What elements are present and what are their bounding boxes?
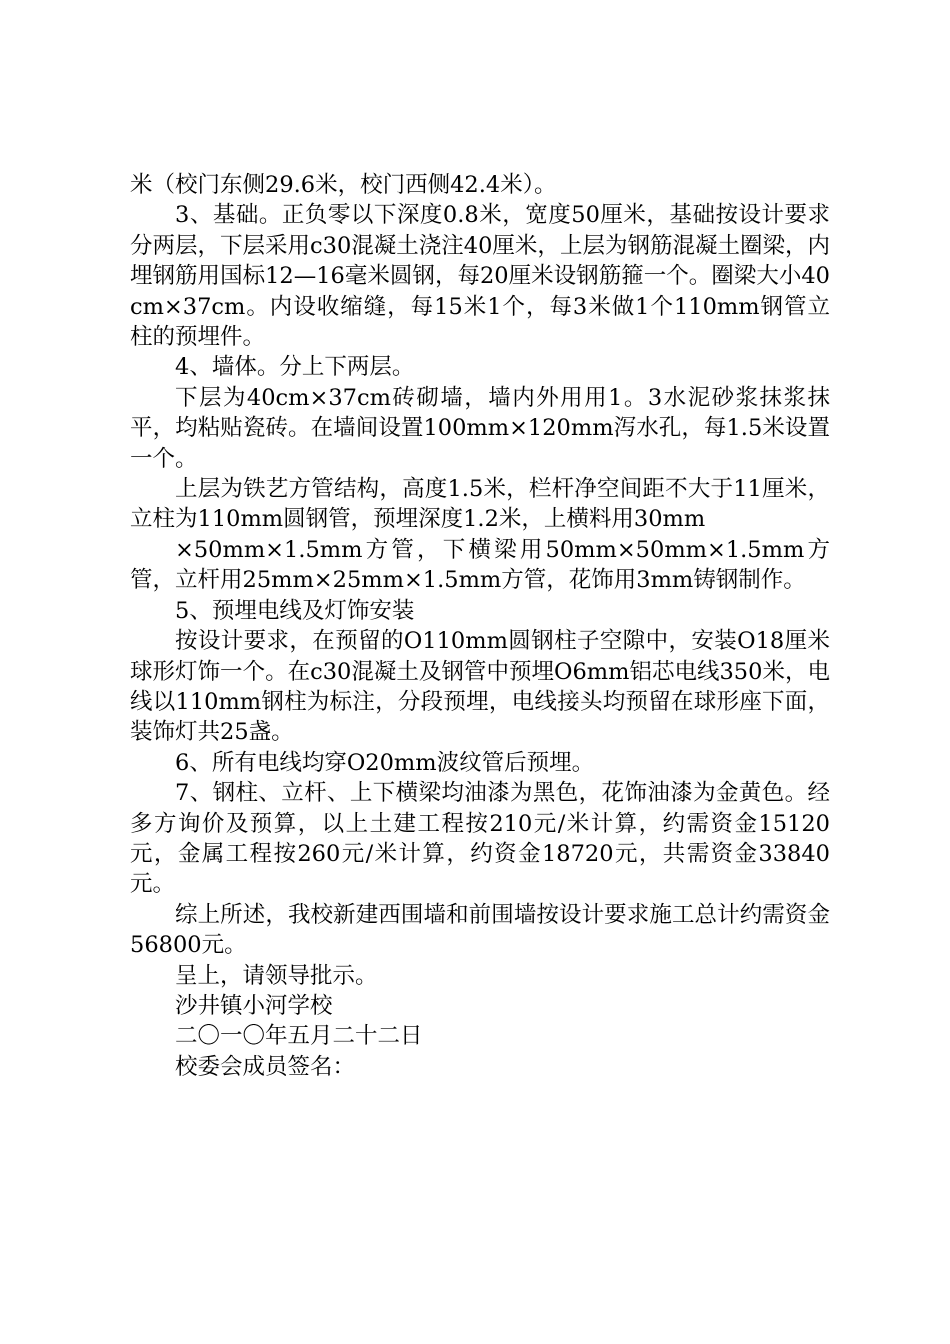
paragraph-lighting-heading: 5、预埋电线及灯饰安装 — [175, 597, 415, 624]
paragraph-lower-wall: 下层为40cm×37cm砖砌墙，墙内外用用1。3水泥砂浆抹浆抹平，均粘贴瓷砖。在墙间设置100mm×120mm泻水孔，每1.5米设置一个。 — [130, 384, 830, 472]
paragraph-upper-wall: 上层为铁艺方管结构，高度1.5米，栏杆净空间距不大于11厘米，立柱为110mm圆钢管，预埋深度1.2米，上横料用30mm — [130, 476, 830, 533]
paragraph-painting-budget: 7、钢柱、立杆、上下横梁均油漆为黑色，花饰油漆为金黄色。经多方询价及预算，以上土建工程按210元/米计算，约需资金15120元，金属工程按260元/米计算，约资金18720元，共需资金33840元。 — [130, 780, 830, 898]
paragraph-lighting: 按设计要求，在预留的O110mm圆钢柱子空隙中，安装O18厘米球形灯饰一个。在c30混凝土及钢管中预埋O6mm铝芯电线350米，电线以110mm钢柱为标注，分段预埋，电线接头均预留在球形座下面，装饰灯共25盏。 — [130, 628, 830, 746]
paragraph-summary: 综上所述，我校新建西围墙和前围墙按设计要求施工总计约需资金56800元。 — [130, 901, 830, 959]
document-date: 二〇一〇年五月二十二日 — [175, 1023, 423, 1050]
signature-line: 校委会成员签名： — [175, 1053, 356, 1080]
document-body — [130, 170, 830, 1082]
paragraph-request: 呈上，请领导批示。 — [175, 962, 378, 989]
paragraph-conduit: 6、所有电线均穿O20mm波纹管后预埋。 — [175, 749, 595, 776]
paragraph-wall-heading: 4、墙体。分上下两层。 — [175, 354, 415, 381]
paragraph-continuation: 米（校门东侧29.6米，校门西侧42.4米）。 — [130, 172, 557, 198]
paragraph-foundation: 3、基础。正负零以下深度0.8米，宽度50厘米，基础按设计要求分两层，下层采用c30混凝土浇注40厘米，上层为钢筋混凝土圈梁，内埋钢筋用国标12—16毫米圆钢，每20厘米设钢筋箍一个。圈梁大小40cm×37cm。内设收缩缝，每15米1个，每3米做1个110mm钢管立柱的预埋件。 — [130, 202, 830, 351]
school-name: 沙井镇小河学校 — [175, 992, 333, 1019]
paragraph-upper-wall-cont: ×50mm×1.5mm方管，下横梁用50mm×50mm×1.5mm方管，立杆用25mm×25mm×1.5mm方管，花饰用3mm铸钢制作。 — [130, 536, 830, 594]
